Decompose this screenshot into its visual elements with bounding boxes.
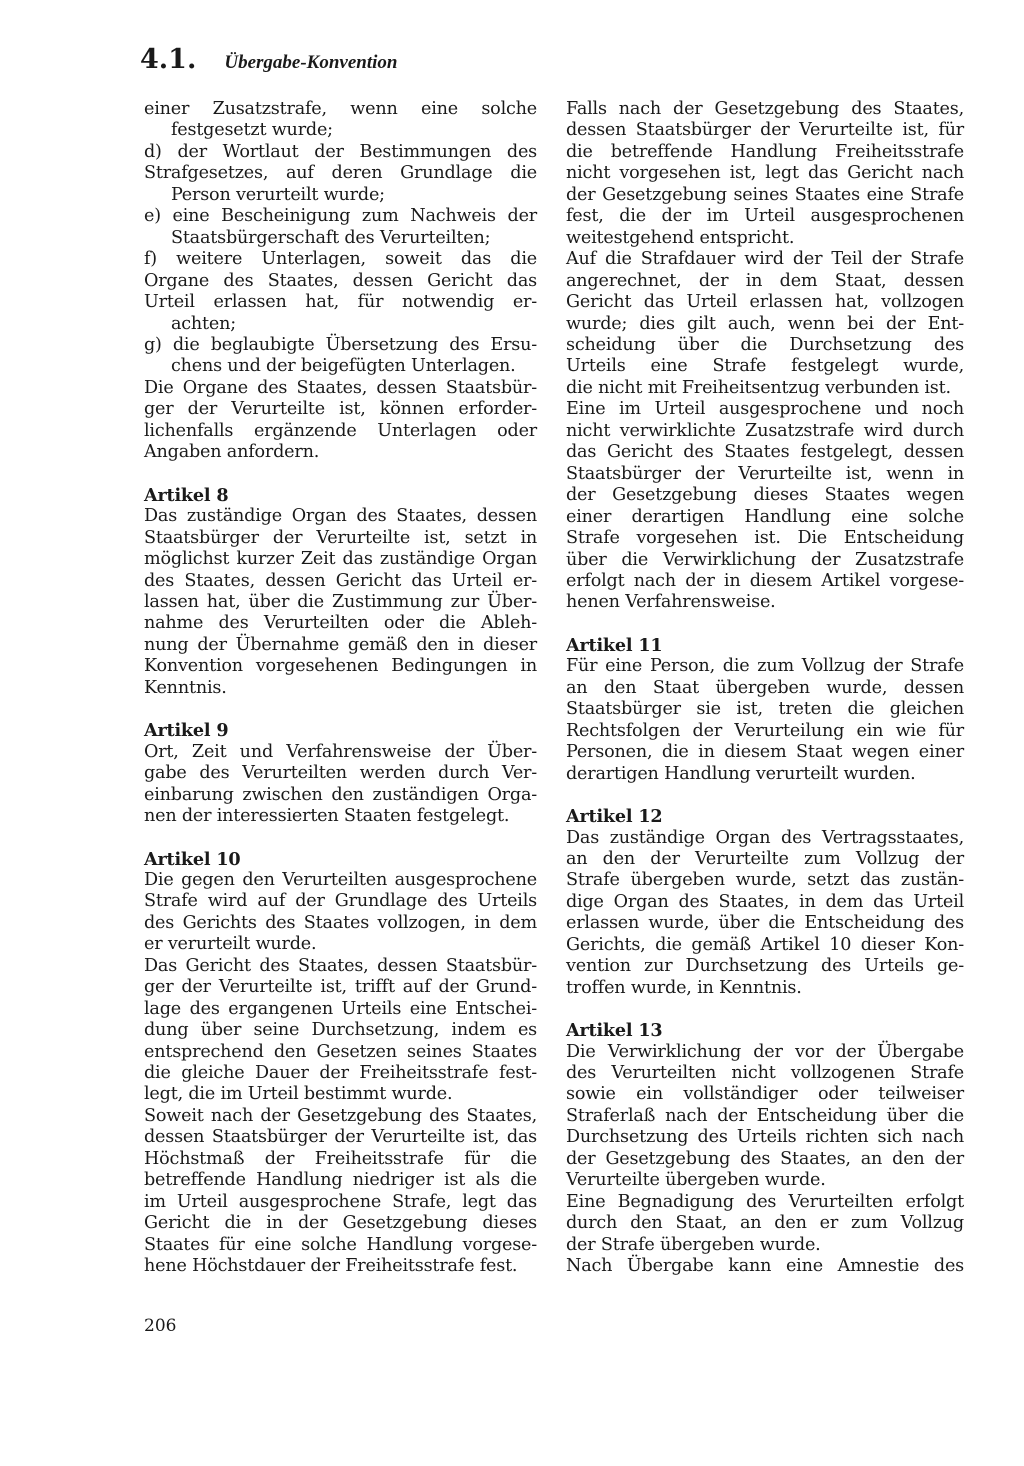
article-heading: Artikel 8 xyxy=(144,484,229,506)
text-line: Strafe vorgesehen ist. Die Entscheidung xyxy=(566,528,964,549)
text-line: Das zuständige Organ des Staates, dessen xyxy=(144,506,537,527)
text-line: fest, die der im Urteil ausgesprochenen xyxy=(566,206,964,227)
text-line: Strafe übergeben wurde, setzt das zustän- xyxy=(566,870,964,891)
text-line: vention zur Durchsetzung des Urteils ge- xyxy=(566,956,964,977)
text-line: einer derartigen Handlung eine solche xyxy=(566,506,964,527)
text-line: Kenntnis. xyxy=(144,677,227,698)
text-line: Durchsetzung des Urteils richten sich nach xyxy=(566,1127,964,1148)
text-line: Urteils eine Strafe festgelegt wurde, xyxy=(566,356,964,377)
text-line: nen der interessierten Staaten festgelegt. xyxy=(144,806,510,827)
running-header xyxy=(140,44,397,75)
text-line: lichenfalls ergänzende Unterlagen oder xyxy=(144,420,537,441)
text-line: der Gesetzgebung des Staates, an den der xyxy=(566,1148,964,1169)
article-heading: Artikel 12 xyxy=(566,806,663,828)
text-line: lassen hat, über die Zustimmung zur Über- xyxy=(144,591,537,612)
text-line: Rechtsfolgen der Verurteilung ein wie für xyxy=(566,720,964,741)
text-line: Ort, Zeit und Verfahrensweise der Über- xyxy=(144,741,537,762)
text-line: weitestgehend entspricht. xyxy=(566,227,795,248)
text-line: Strafe wird auf der Grundlage des Urteils xyxy=(144,891,537,912)
text-line: dige Organ des Staates, in dem das Urteil xyxy=(566,891,964,912)
text-line: achten; xyxy=(144,313,236,334)
text-line: einbarung zwischen den zuständigen Orga- xyxy=(144,784,537,805)
text-line: dessen Staatsbürger der Verurteilte ist, das xyxy=(144,1127,537,1148)
text-line: Gericht das Urteil erlassen hat, vollzogen xyxy=(566,292,964,313)
text-line: f) weitere Unterlagen, soweit das die xyxy=(144,249,537,270)
text-line: Personen, die in diesem Staat wegen einer xyxy=(566,742,964,763)
text-line: im Urteil ausgesprochene Strafe, legt das xyxy=(144,1191,537,1212)
text-line: Strafgesetzes, auf deren Grundlage die xyxy=(144,163,537,184)
article-heading: Artikel 10 xyxy=(144,848,241,870)
text-line: dessen Staatsbürger der Verurteilte ist, für xyxy=(566,120,964,141)
text-line: Straferlaß nach der Entscheidung über die xyxy=(566,1105,964,1126)
text-line: Falls nach der Gesetzgebung des Staates, xyxy=(566,99,964,119)
text-line: die betreffende Handlung Freiheitsstrafe xyxy=(566,141,964,162)
section-title: Übergabe-Konvention xyxy=(224,52,398,73)
article-heading: Artikel 13 xyxy=(566,1020,663,1042)
text-line: der Gesetzgebung seines Staates eine Strafe xyxy=(566,184,964,205)
text-line: an den Staat übergeben wurde, dessen xyxy=(566,677,964,698)
article-heading: Artikel 11 xyxy=(566,634,663,656)
text-line: d) der Wortlaut der Bestimmungen des xyxy=(144,141,537,162)
text-line: derartigen Handlung verurteilt wurden. xyxy=(566,763,916,784)
right-column xyxy=(566,99,964,1278)
paragraph-gap xyxy=(144,464,537,485)
paragraph-gap xyxy=(566,785,964,806)
text-line: über die Verwirklichung der Zusatzstrafe xyxy=(566,549,964,570)
text-line: Staatsbürger der Verurteilte ist, setzt in xyxy=(144,527,537,548)
text-line: nung der Übernahme gemäß den in dieser xyxy=(144,634,537,655)
text-line: wurde; dies gilt auch, wenn bei der Ent- xyxy=(566,313,964,334)
text-line: lage des ergangenen Urteils eine Entschei- xyxy=(144,998,537,1019)
text-line: Auf die Strafdauer wird der Teil der Strafe xyxy=(566,249,964,270)
text-line: scheidung über die Durchsetzung des xyxy=(566,334,964,355)
text-line: erlassen wurde, über die Entscheidung des xyxy=(566,913,964,934)
text-line: Verurteilte übergeben wurde. xyxy=(566,1170,826,1191)
text-line: des Staates, dessen Gericht das Urteil er- xyxy=(144,570,537,591)
text-line: sowie ein vollständiger oder teilweiser xyxy=(566,1084,964,1105)
text-line: Für eine Person, die zum Vollzug der Strafe xyxy=(566,656,964,677)
page-number: 206 xyxy=(144,1316,177,1336)
text-line: nicht verwirklichte Zusatzstrafe wird durch xyxy=(566,420,964,441)
text-line: durch den Staat, an den er zum Vollzug xyxy=(566,1213,964,1234)
text-line: der Gesetzgebung dieses Staates wegen xyxy=(566,485,964,506)
text-line: Das Gericht des Staates, dessen Staatsbür- xyxy=(144,955,537,976)
text-line: Organe des Staates, dessen Gericht das xyxy=(144,270,537,291)
section-number: 4.1. xyxy=(140,44,197,75)
text-line: er verurteilt wurde. xyxy=(144,934,317,955)
text-line: chens und der beigefügten Unterlagen. xyxy=(144,356,516,377)
text-line: Eine im Urteil ausgesprochene und noch xyxy=(566,399,964,420)
text-line: die gleiche Dauer der Freiheitsstrafe fest- xyxy=(144,1063,537,1084)
text-line: einer Zusatzstrafe, wenn eine solche xyxy=(144,99,537,119)
text-line: Urteil erlassen hat, für notwendig er- xyxy=(144,292,537,313)
text-line: die nicht mit Freiheitsentzug verbunden ist. xyxy=(566,377,951,398)
text-line: henen Verfahrensweise. xyxy=(566,592,776,613)
text-line: angerechnet, der in dem Staat, dessen xyxy=(566,270,964,291)
text-line: Die Organe des Staates, dessen Staatsbür- xyxy=(144,377,537,398)
paragraph-gap xyxy=(566,614,964,635)
text-line: der Strafe übergeben wurde. xyxy=(566,1234,821,1255)
paragraph-gap xyxy=(566,999,964,1020)
text-line: erfolgt nach der in diesem Artikel vorgese- xyxy=(566,570,964,591)
text-line: Staatsbürgerschaft des Verurteilten; xyxy=(144,227,491,248)
paragraph-gap xyxy=(144,828,537,849)
paragraph-gap xyxy=(144,699,537,720)
text-line: festgesetzt wurde; xyxy=(144,120,333,141)
text-line: Die Verwirklichung der vor der Übergabe xyxy=(566,1041,964,1062)
text-line: nicht vorgesehen ist, legt das Gericht nach xyxy=(566,163,964,184)
text-line: Nach Übergabe kann eine Amnestie des xyxy=(566,1256,964,1277)
text-line: Person verurteilt wurde; xyxy=(144,184,385,205)
text-line: gabe des Verurteilten werden durch Ver- xyxy=(144,763,537,784)
text-line: betreffende Handlung niedriger ist als die xyxy=(144,1170,537,1191)
text-line: Staatsbürger der Verurteilte ist, wenn in xyxy=(566,463,964,484)
text-line: nahme des Verurteilten oder die Ableh- xyxy=(144,613,537,634)
text-line: ger der Verurteilte ist, trifft auf der Grund- xyxy=(144,977,537,998)
text-line: Gerichts, die gemäß Artikel 10 dieser Kon- xyxy=(566,934,964,955)
text-line: Das zuständige Organ des Vertragsstaates, xyxy=(566,827,964,848)
text-line: Staatsbürger sie ist, treten die gleichen xyxy=(566,699,964,720)
text-line: ger der Verurteilte ist, können erforder- xyxy=(144,399,537,420)
article-heading: Artikel 9 xyxy=(144,720,229,742)
text-line: e) eine Bescheinigung zum Nachweis der xyxy=(144,206,537,227)
text-line: legt, die im Urteil bestimmt wurde. xyxy=(144,1084,453,1105)
text-line: hene Höchstdauer der Freiheitsstrafe fest. xyxy=(144,1256,518,1277)
text-line: des Verurteilten nicht vollzogenen Strafe xyxy=(566,1063,964,1084)
text-line: möglichst kurzer Zeit das zuständige Organ xyxy=(144,549,537,570)
text-line: Staates für eine solche Handlung vorgese- xyxy=(144,1234,537,1255)
text-line: des Gerichts des Staates vollzogen, in dem xyxy=(144,912,537,933)
text-line: Soweit nach der Gesetzgebung des Staates, xyxy=(144,1105,537,1126)
text-line: Gericht die in der Gesetzgebung dieses xyxy=(144,1213,537,1234)
text-line: Angaben anfordern. xyxy=(144,442,320,463)
text-line: dung über seine Durchsetzung, indem es xyxy=(144,1020,537,1041)
left-column xyxy=(144,99,537,1278)
text-line: Konvention vorgesehenen Bedingungen in xyxy=(144,656,537,677)
text-line: Eine Begnadigung des Verurteilten erfolgt xyxy=(566,1191,964,1212)
text-line: Höchstmaß der Freiheitsstrafe für die xyxy=(144,1148,537,1169)
text-line: troffen wurde, in Kenntnis. xyxy=(566,977,802,998)
text-line: Die gegen den Verurteilten ausgesprochene xyxy=(144,869,537,890)
text-line: g) die beglaubigte Übersetzung des Ersu- xyxy=(144,334,537,355)
text-line: entsprechend den Gesetzen seines Staates xyxy=(144,1041,537,1062)
text-line: an den der Verurteilte zum Vollzug der xyxy=(566,848,964,869)
text-line: das Gericht des Staates festgelegt, dessen xyxy=(566,442,964,463)
